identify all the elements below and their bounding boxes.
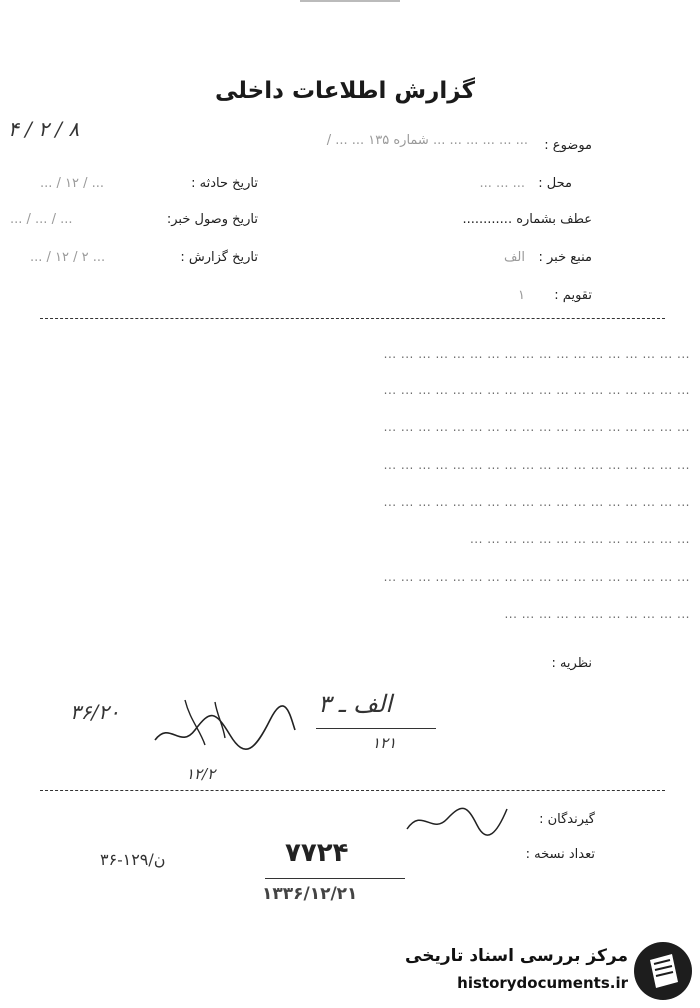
news-received-label: تاریخ وصول خبر: — [166, 212, 258, 227]
corner-mark: ۴ / ۲ / ۸ — [8, 117, 80, 141]
source-label: منبع خبر : — [538, 250, 592, 265]
recipient-signature — [402, 797, 512, 841]
body-line: ... ... ... ... ... ... ... ... ... ... ... — [504, 607, 690, 621]
place-label: محل : — [538, 176, 572, 191]
handwritten-signature — [145, 690, 300, 760]
ref-number-label: عطف بشماره ............ — [462, 212, 592, 227]
brand-url[interactable]: historydocuments.ir — [457, 974, 628, 992]
recipients-label: گیرندگان : — [539, 812, 595, 827]
watermark-footer — [400, 938, 700, 1008]
opinion-label: نظریه : — [551, 656, 592, 671]
subject-value: ... ... ... ... ... ... شماره ۱۳۵ ... ... / — [326, 133, 528, 148]
handwritten-code: الف ـ ۳ — [318, 690, 393, 718]
code-underline — [316, 728, 436, 729]
report-date-label: تاریخ گزارش : — [180, 250, 258, 265]
body-line: ... ... ... ... ... ... ... ... ... ... ... ... ... ... ... ... ... ... — [383, 420, 690, 434]
report-title: گزارش اطلاعات داخلی — [215, 78, 475, 104]
body-line: ... ... ... ... ... ... ... ... ... ... ... ... ... ... ... ... ... ... — [383, 570, 690, 584]
incident-date-value: ... / ۱۲ / ... — [40, 176, 105, 191]
report-date-value: ... / ۱۲ / ۲ ... — [30, 250, 106, 265]
header-divider — [40, 318, 665, 319]
brand-name-fa: مرکز بررسی اسناد تاریخی — [405, 946, 628, 966]
incident-date-label: تاریخ حادثه : — [191, 176, 258, 191]
copies-label: تعداد نسخه : — [525, 847, 595, 862]
body-line: ... ... ... ... ... ... ... ... ... ... ... ... ... ... ... ... ... ... — [383, 495, 690, 509]
handwritten-number: ۱۲۱ — [372, 734, 397, 752]
stamp-date: ۱۳۳۶/۱۲/۲۱ — [262, 884, 358, 904]
source-value: الف — [503, 250, 525, 265]
news-received-value: ... / ... / ... — [10, 212, 73, 227]
evaluation-label: تقویم : — [554, 288, 592, 303]
body-line: ... ... ... ... ... ... ... ... ... ... ... ... ... ... ... ... ... ... — [383, 458, 690, 472]
subject-label: موضوع : — [544, 138, 592, 153]
signature-date: ۱۲/۲ — [186, 765, 216, 783]
stamp-underline — [265, 878, 405, 879]
evaluation-value: ۱ — [518, 288, 525, 303]
opinion-divider — [40, 790, 665, 791]
archive-logo-icon — [634, 942, 692, 1000]
place-value: ... ... ... — [479, 176, 525, 191]
body-line: ... ... ... ... ... ... ... ... ... ... ... ... ... ... ... ... ... ... — [383, 383, 690, 397]
body-line: ... ... ... ... ... ... ... ... ... ... ... ... ... — [469, 532, 690, 546]
body-line: ... ... ... ... ... ... ... ... ... ... ... ... ... ... ... ... ... ... — [383, 347, 690, 361]
margin-note: ۳۶/۲۰ — [70, 700, 120, 724]
top-edge-mark — [300, 0, 400, 2]
file-number: ن/۱۲۹-۳۶ — [100, 850, 166, 869]
stamp-number: ۷۷۲۴ — [285, 838, 349, 868]
